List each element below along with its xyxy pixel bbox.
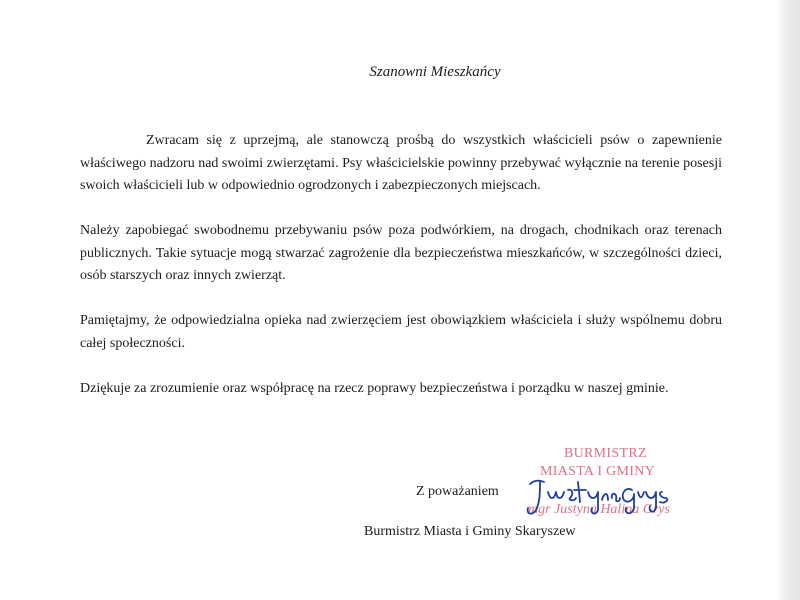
signature-strokes: [528, 481, 668, 514]
paragraph-responsibility: Pamiętajmy, że odpowiedzialna opieka nad zwierzęciem jest obowiązkiem właściciela i służy wspólnemu dobru całej społeczności.: [80, 313, 722, 351]
paragraph-prevention: Należy zapobiegać swobodnemu przebywaniu psów poza podwórkiem, na drogach, chodnikach oraz terenach publicznych. Takie sytuacje mogą stwarzać zagrożenie dla bezpieczeństwa mieszkańców, w szczególności dzieci, osób starszych oraz innych zwierząt.: [80, 223, 722, 283]
paragraph-request: Zwracam się z uprzejmą, ale stanowczą prośbą do wszystkich właścicieli psów o zapewnienie właściwego nadzoru nad swoimi zwierzętami. Psy właścicielskie powinny przebywać wyłącznie na terenie posesji swoich właścicieli lub w odpowiednio ogrodzonych i zabezpieczonych miejscach.: [80, 133, 722, 193]
signature-stroke-ustyna: [548, 482, 620, 514]
signature-stroke-j: [528, 481, 544, 514]
letter-body: [80, 130, 722, 423]
stamp-title-line: BURMISTRZ: [564, 446, 647, 461]
stamp-office-line: MIASTA I GMINY: [540, 464, 656, 479]
stamp-name-line: mgr Justyna Halina Grys: [528, 502, 670, 517]
paragraph-thanks: Dziękuje za zrozumienie oraz współpracę na rzecz poprawy bezpieczeństwa i porządku w naszej gminie.: [80, 380, 669, 396]
signature-stroke-grys: [623, 489, 668, 513]
author-line: Burmistrz Miasta i Gminy Skaryszew: [364, 524, 576, 539]
salutation: Szanowni Mieszkańcy: [369, 64, 501, 80]
handwritten-signature: [510, 470, 690, 520]
scan-shadow-edge: [776, 0, 800, 600]
closing-phrase: Z poważaniem: [416, 484, 499, 499]
